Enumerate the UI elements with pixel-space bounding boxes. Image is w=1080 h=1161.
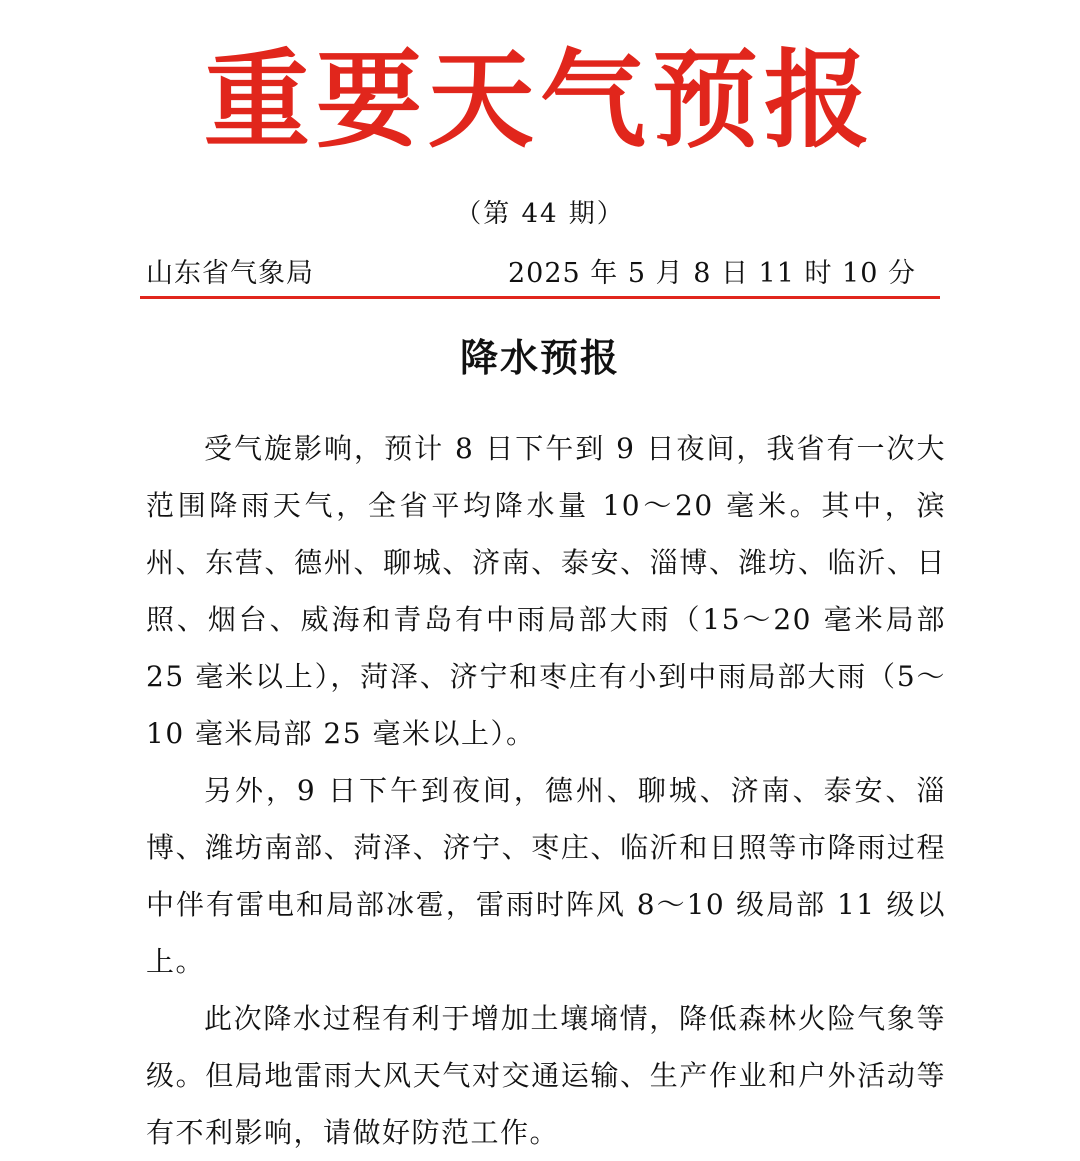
issue-number: （第 44 期） (455, 199, 625, 229)
paragraph-impact-advice: 此次降水过程有利于增加土壤墒情，降低森林火险气象等级。但局地雷雨大风天气对交通运输、生产作业和户外活动等有不利影响，请做好防范工作。 (146, 1002, 946, 1149)
masthead-title: 重要天气预报 (204, 37, 876, 162)
section-title: 降水预报 (459, 335, 620, 380)
issuing-organization: 山东省气象局 (146, 258, 314, 289)
issue-datetime: 2025 年 5 月 8 日 11 时 10 分 (507, 258, 916, 289)
paragraph-forecast-overview: 受气旋影响，预计 8 日下午到 9 日夜间，我省有一次大范围降雨天气，全省平均降水量 10～20 毫米。其中，滨州、东营、德州、聊城、济南、泰安、淄博、潍坊、临沂、日照、烟台、威海和青岛有中雨局部大雨（15～20 毫米局部 25 毫米以上），菏泽、济宁和枣庄有小到中雨局部大雨（5～10 毫米局部 25 毫米以上）。 (146, 432, 946, 750)
forecast-body (146, 420, 946, 1161)
header-meta-row (146, 254, 916, 294)
paragraph-severe-convection: 另外，9 日下午到夜间，德州、聊城、济南、泰安、淄博、潍坊南部、菏泽、济宁、枣庄、临沂和日照等市降雨过程中伴有雷电和局部冰雹，雷雨时阵风 8～10 级局部 11 级以上。 (146, 774, 946, 978)
red-divider-line (140, 296, 940, 299)
